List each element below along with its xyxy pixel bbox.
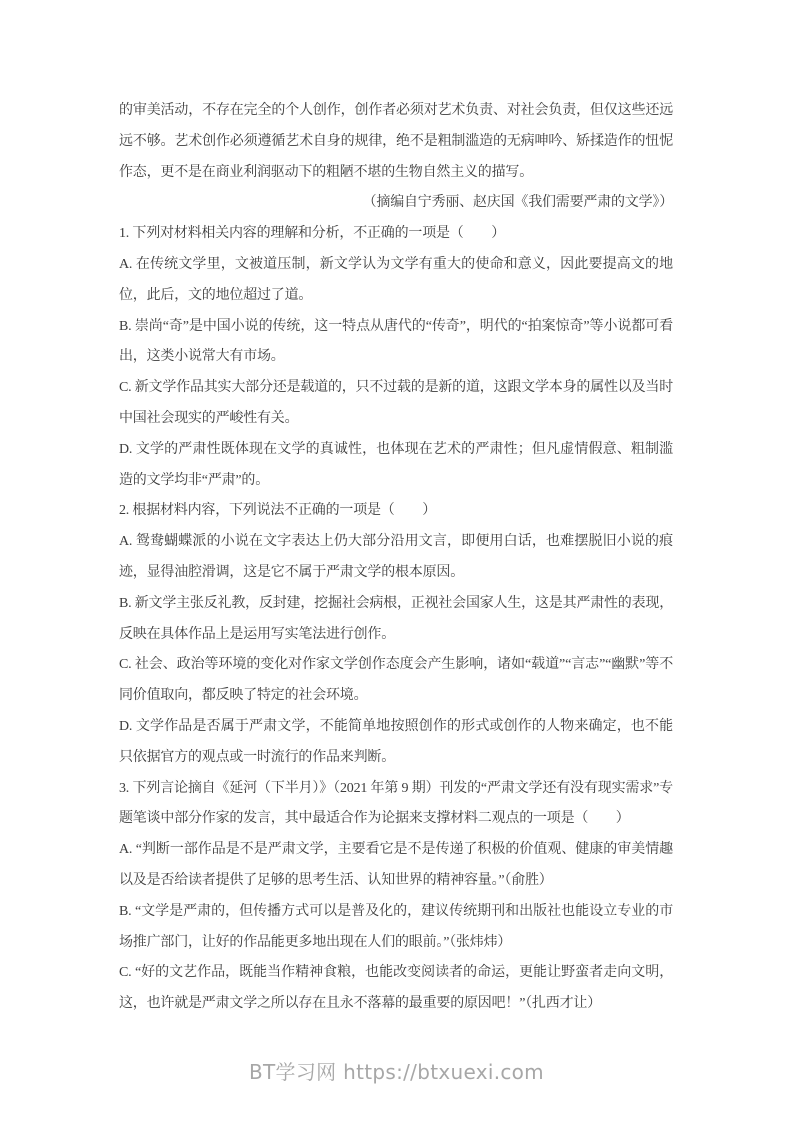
question-2-option-c: C. 社会、政治等环境的变化对作家文学创作态度会产生影响，诸如“载道”“言志”“幽默”等不同价值取向，都反映了特定的社会环境。: [119, 657, 673, 704]
question-2-option-a: A. 鸳鸯蝴蝶派的小说在文字表达上仍大部分沿用文言，即便用白话，也难摆脱旧小说的痕迹，显得油腔滑调，这是它不属于严肃文学的根本原因。: [119, 534, 673, 580]
question-1: 1. 下列对材料相关内容的理解和分析，不正确的一项是（ ）: [119, 226, 505, 242]
question-3-option-a: A. “判断一部作品是不是严肃文学，主要看它是不是传递了积极的价值观、健康的审美情趣以及是否给读者提供了足够的思考生活、认知世界的精神容量。”（俞胜）: [119, 842, 673, 888]
question-2-option-d: D. 文学作品是否属于严肃文学，不能简单地按照创作的形式或创作的人物来确定，也不能只依据官方的观点或一时流行的作品来判断。: [119, 718, 673, 765]
site-watermark: BT学习网 https://btxuexi.com: [249, 1060, 544, 1084]
question-2: 2. 根据材料内容，下列说法不正确的一项是（ ）: [119, 503, 436, 519]
question-1-option-d: D. 文学的严肃性既体现在文学的真诚性，也体现在艺术的严肃性；但凡虚情假意、粗制滥造的文学均非“严肃”的。: [119, 441, 673, 488]
question-1-option-b: B. 崇尚“奇”是中国小说的传统，这一特点从唐代的“传奇”，明代的“拍案惊奇”等小说都可看出，这类小说常大有市场。: [119, 318, 673, 365]
material-closing-paragraph: 的审美活动，不存在完全的个人创作，创作者必须对艺术负责、对社会负责，但仅这些还远远不够。艺术创作必须遵循艺术自身的规律，绝不是粗制滥造的无病呻吟、矫揉造作的忸怩作态，更不是在商业利润驱动下的粗陋不堪的生物自然主义的描写。: [119, 103, 673, 180]
question-3-option-c: C. “好的文艺作品，既能当作精神食粮，也能改变阅读者的命运，更能让野蛮者走向文明，这，也许就是严肃文学之所以存在且永不落幕的最重要的原因吧！”（扎西才让）: [119, 965, 673, 1012]
question-3-option-b: B. “文学是严肃的，但传播方式可以是普及化的，建议传统期刊和出版社也能设立专业的市场推广部门，让好的作品能更多地出现在人们的眼前。”（张炜炜）: [119, 903, 673, 950]
question-3: 3. 下列言论摘自《延河（下半月）》（2021 年第 9 期）刊发的“严肃文学还有没有现实需求”专题笔谈中部分作家的发言，其中最适合作为论据来支撑材料二观点的一项是（ ）: [119, 780, 673, 827]
question-1-option-c: C. 新文学作品其实大部分还是载道的，只不过载的是新的道，这跟文学本身的属性以及当时中国社会现实的严峻性有关。: [119, 380, 673, 426]
question-2-option-b: B. 新文学主张反礼教，反封建，挖掘社会病根，正视社会国家人生，这是其严肃性的表现，反映在具体作品上是运用写实笔法进行创作。: [119, 595, 673, 642]
exam-text-block: [119, 96, 673, 1020]
question-1-option-a: A. 在传统文学里，文被道压制，新文学认为文学有重大的使命和意义，因此要提高文的地位，此后，文的地位超过了道。: [119, 256, 673, 303]
source-attribution: （摘编自宁秀丽、赵庆国《我们需要严肃的文学》）: [362, 195, 673, 211]
